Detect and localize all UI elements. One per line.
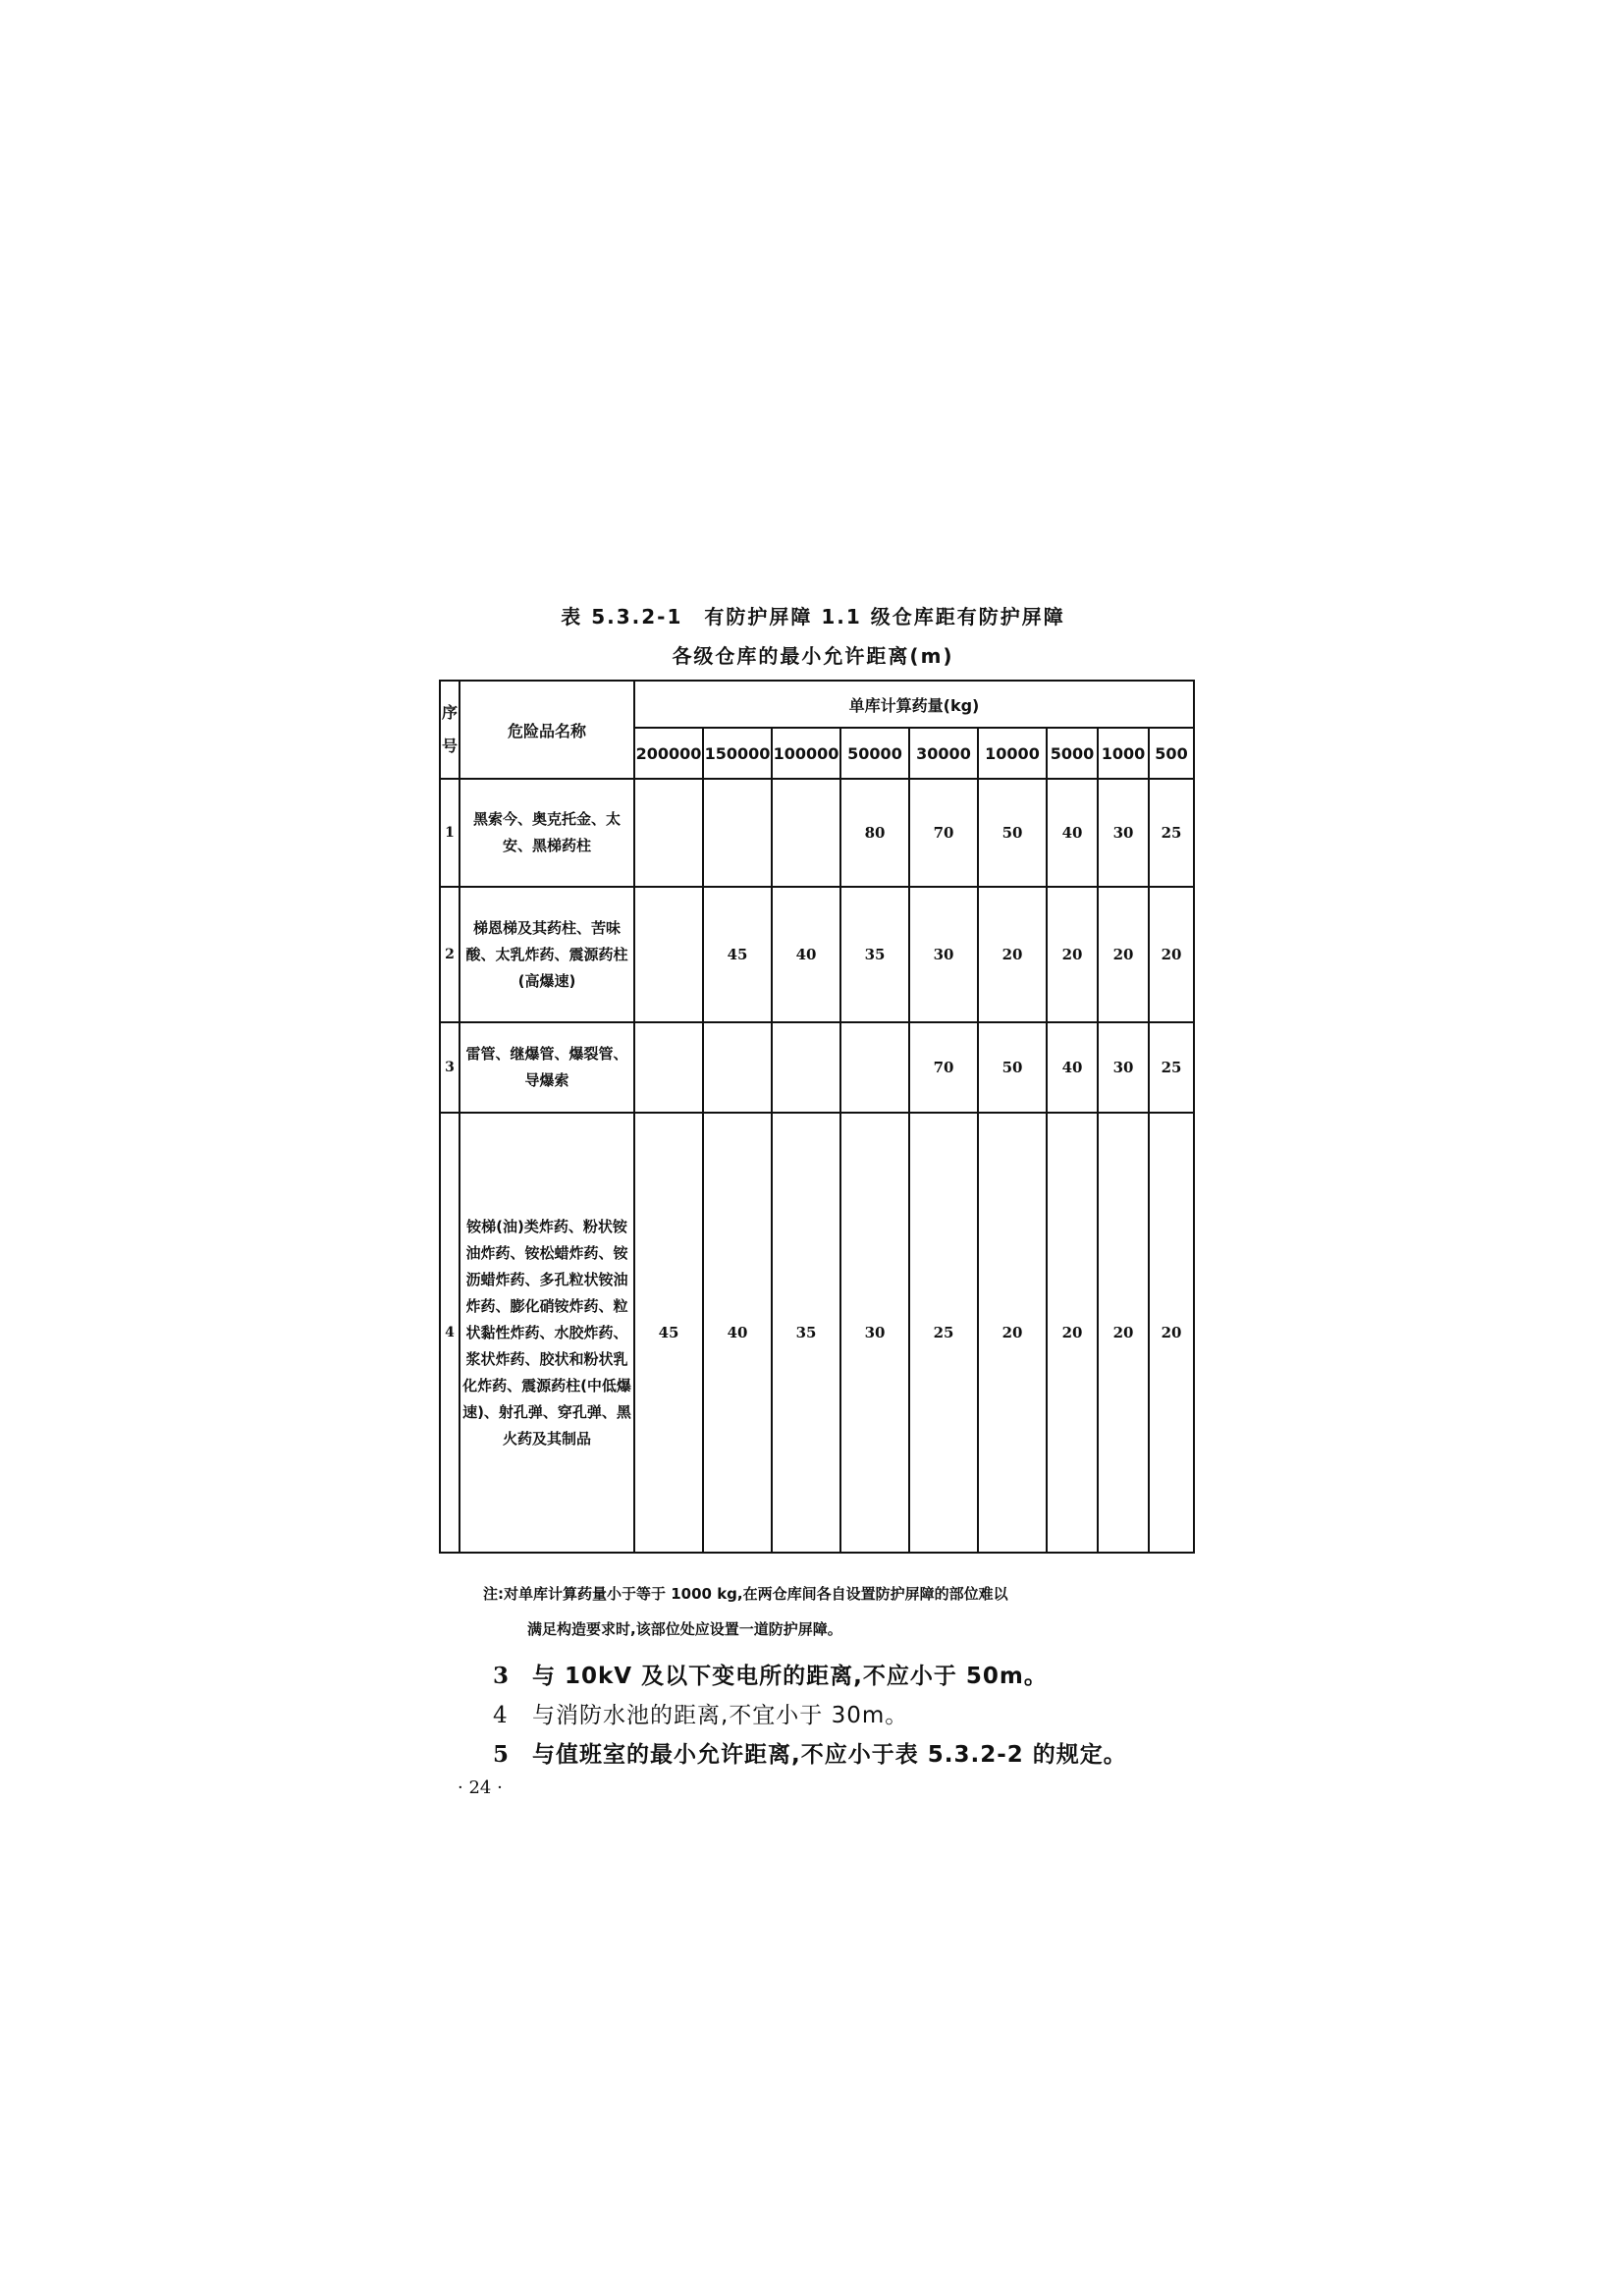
clause-number: 3 [493,1663,511,1689]
header-quantity: 500 [1149,728,1194,779]
cell-value: 20 [978,887,1047,1022]
table-note-line2: 满足构造要求时,该部位处应设置一道防护屏障。 [527,1620,842,1638]
cell-value: 20 [978,1113,1047,1553]
clause-text: 与消防水池的距离,不宜小于 30m。 [532,1703,909,1728]
cell-value: 30 [909,887,978,1022]
header-quantity: 10000 [978,728,1047,779]
cell-value: 20 [1098,1113,1149,1553]
table-row [440,1113,1194,1553]
distance-table [439,680,1195,1554]
cell-value: 30 [1098,1022,1149,1113]
cell-value: 45 [634,1113,703,1553]
cell-value: 80 [840,779,909,887]
table-note-line1: 注:对单库计算药量小于等于 1000 kg,在两仓库间各自设置防护屏障的部位难以 [483,1585,1008,1603]
cell-value: 20 [1149,1113,1194,1553]
clause-item [493,1697,1239,1729]
row-seq: 3 [440,1022,460,1113]
cell-value [703,1022,772,1113]
cell-value: 40 [1047,779,1098,887]
clause-number: 5 [493,1741,511,1768]
cell-value: 40 [1047,1022,1098,1113]
cell-value: 35 [840,887,909,1022]
clause-text: 与 10kV 及以下变电所的距离,不应小于 50m。 [532,1664,1048,1689]
cell-value: 70 [909,1022,978,1113]
row-name: 铵梯(油)类炸药、粉状铵油炸药、铵松蜡炸药、铵沥蜡炸药、多孔粒状铵油炸药、膨化硝铵炸药、粒状黏性炸药、水胶炸药、浆状炸药、胶状和粉状乳化炸药、震源药柱(中低爆速)、射孔弹、穿孔弹、黑火药及其制品 [460,1113,634,1553]
header-name: 危险品名称 [460,681,634,779]
cell-value [772,779,840,887]
cell-value: 40 [703,1113,772,1553]
row-seq: 4 [440,1113,460,1553]
header-quantity: 30000 [909,728,978,779]
cell-value: 20 [1047,887,1098,1022]
cell-value [634,779,703,887]
header-quantity: 200000 [634,728,703,779]
clause-item [493,1658,1239,1690]
table-row [440,779,1194,887]
table-caption-line1: 表 5.3.2-1 有防护屏障 1.1 级仓库距有防护屏障 [561,605,1065,629]
cell-value [634,887,703,1022]
header-quantity: 5000 [1047,728,1098,779]
cell-value: 20 [1047,1113,1098,1553]
cell-value: 30 [840,1113,909,1553]
header-seq: 序号 [440,681,460,779]
clause-item [493,1736,1239,1769]
cell-value [840,1022,909,1113]
row-seq: 1 [440,779,460,887]
table-row [440,1022,1194,1113]
header-quantity-group: 单库计算药量(kg) [634,681,1194,728]
clause-text: 与值班室的最小允许距离,不应小于表 5.3.2-2 的规定。 [532,1742,1127,1768]
cell-value: 35 [772,1113,840,1553]
header-quantity: 100000 [772,728,840,779]
cell-value [703,779,772,887]
header-quantity: 150000 [703,728,772,779]
cell-value: 50 [978,1022,1047,1113]
cell-value: 25 [1149,1022,1194,1113]
cell-value: 50 [978,779,1047,887]
clause-number: 4 [493,1703,509,1728]
page-number: · 24 · [458,1777,503,1798]
row-name: 黑索今、奥克托金、太安、黑梯药柱 [460,779,634,887]
header-quantity: 1000 [1098,728,1149,779]
cell-value: 20 [1149,887,1194,1022]
header-quantity: 50000 [840,728,909,779]
cell-value [634,1022,703,1113]
table-row [440,887,1194,1022]
row-name: 雷管、继爆管、爆裂管、导爆索 [460,1022,634,1113]
table-caption-line2: 各级仓库的最小允许距离(m) [672,644,954,668]
cell-value: 40 [772,887,840,1022]
cell-value: 20 [1098,887,1149,1022]
row-seq: 2 [440,887,460,1022]
cell-value: 70 [909,779,978,887]
cell-value: 45 [703,887,772,1022]
cell-value: 25 [909,1113,978,1553]
cell-value: 30 [1098,779,1149,887]
cell-value [772,1022,840,1113]
cell-value: 25 [1149,779,1194,887]
row-name: 梯恩梯及其药柱、苦味酸、太乳炸药、震源药柱(高爆速) [460,887,634,1022]
